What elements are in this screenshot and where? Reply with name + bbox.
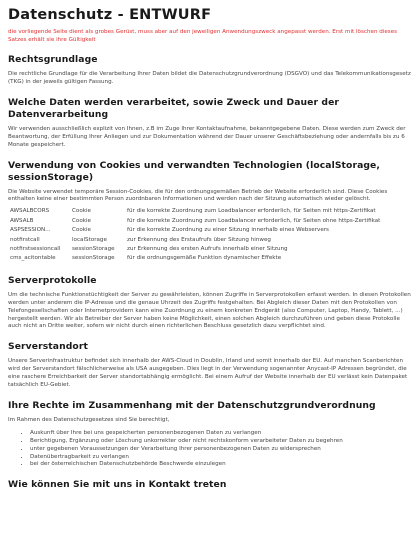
text-cookies: Die Website verwendet temporäre Session-Cookies, die für den ordnungsgemäßen Betrieb der Website erforderlich sind. Diese Cookies enthalten keine einer bestimmten Person zuordnbaren Informationen und werden nach der Sitzung automatisch wieder gelöscht.	[8, 188, 388, 203]
table-row	[10, 218, 405, 227]
cookie-name: AWSALBCORS	[10, 208, 50, 215]
text-serverprotokolle: Um die technische Funktionstüchtigkeit der Server zu gewährleisten, können Zugriffe in Serverprotokollen erfasst werden. In diesen Protokollen werden unter anderem die IP-Adresse und die genaue Uhrzeit des Zugriffs festgehalten. Bei Abgleich dieser Daten mit den Protokollen von Telefongesellschaften oder Internetprovidern kann eine Zuordnung zu einem konkreten Endgerät (also Computer, Laptop, Handy, Tablett, ...) hergestellt werden. Wir als Betreiber der Server haben keine Möglichkeit, einen solchen Abgleich durchzuführen und geben diese Protokolle auch nicht an Dritte weiter, sofern wir nicht durch einen richterlichen Beschluss gesetzlich dazu verpflichtet sind.	[8, 291, 411, 330]
list-item: • Berichtigung, Ergänzung oder Löschung unkorrekter oder nicht rechtskonform verarbeiteter Daten zu begehren	[30, 438, 411, 446]
cookie-type: sessionStorage	[72, 255, 115, 262]
cookie-type: Cookie	[72, 208, 91, 215]
heading-kontakt: Wie können Sie mit uns in Kontakt treten	[8, 479, 227, 491]
heading-serverprotokolle: Serverprotokolle	[8, 274, 97, 286]
cookie-name: notfirstcall	[10, 236, 40, 243]
cookie-name: AWSALB	[10, 217, 34, 224]
cookie-desc: für die korrekte Zuordnung zum Loadbalancer erforderlich, für Seiten mit https-Zertifikat	[127, 208, 376, 215]
list-item: • unter gegebenen Voraussetzungen der Verarbeitung Ihrer personenbezogenen Daten zu widersprechen	[30, 446, 411, 454]
table-row	[10, 208, 405, 217]
cookie-desc: zur Erkennung des ersten Aufrufs innerhalb einer Sitzung	[127, 245, 288, 252]
table-row	[10, 255, 405, 264]
text-rechte-intro: Im Rahmen des Datenschutzgesetzes sind Sie berechtigt,	[8, 416, 170, 423]
list-item: • bei der österreichischen Datenschutzbehörde Beschwerde einzulegen	[30, 461, 411, 469]
table-row	[10, 237, 405, 246]
table-row	[10, 227, 405, 236]
page-title: Datenschutz - ENTWURF	[8, 7, 212, 23]
cookie-type: Cookie	[72, 217, 91, 224]
heading-rechtsgrundlage: Rechtsgrundlage	[8, 54, 98, 65]
heading-rechte: Ihre Rechte im Zusammenhang mit der Datenschutzgrundverordnung	[8, 399, 376, 411]
text-rechtsgrundlage: Die rechtliche Grundlage für die Verarbeitung Ihrer Daten bildet die Datenschutzgrundverordnung (DSGVO) und das Telekommunikationsgesetz (TKG) in der jeweils gültigen Fassung.	[8, 71, 411, 85]
text-verarbeitung: Wir verwenden ausschließlich explizit von Ihnen, z.B im Zuge Ihrer Kontaktaufnahme, bekanntgegebene Daten. Diese werden zum Zweck der Beantwortung, der Erfüllung Ihrer Anliegen und zur Dokumentation während der Dauer unserer Geschäftsbeziehung oder andernfalls bis zu 6 Monate gespeichert.	[8, 125, 406, 148]
cookie-name: notfirstsessioncall	[10, 245, 61, 252]
table-row	[10, 246, 405, 255]
cookie-type: sessionStorage	[72, 245, 115, 252]
list-item: • Auskunft über Ihre bei uns gespeicherten personenbezogenen Daten zu verlangen	[30, 430, 411, 438]
cookie-name: ASPSESSION...	[10, 227, 51, 234]
cookie-type: localStorage	[72, 236, 107, 243]
cookie-table	[10, 208, 405, 264]
cookie-desc: für die ordnungsgemäße Funktion dynamischer Effekte	[127, 255, 282, 262]
cookie-name: cms_acitontable	[10, 255, 56, 262]
cookie-desc: zur Erkennung des Erstaufrufs über Sitzung hinweg	[127, 236, 271, 243]
heading-cookies: Verwendung von Cookies und verwandten Technologien (localStorage, sessionStorage)	[8, 159, 380, 183]
cookie-desc: für die korrekte Zuordnung zu einer Sitzung innerhalb eines Webservers	[127, 227, 329, 234]
cookie-type: Cookie	[72, 227, 91, 234]
heading-verarbeitung: Welche Daten werden verarbeitet, sowie Zweck und Dauer der Datenverarbeitung	[8, 96, 340, 120]
cookie-desc: für die korrekte Zuordnung zum Loadbalancer erforderlich, für Seiten ohne https-Zertifikat	[127, 217, 381, 224]
draft-warning: die vorliegende Seite dient als grobes Gerüst, muss aber auf den jeweiligen Anwendungszweck angepasst werden. Erst mit löschen dieses Satzes erhält sie ihre Gültigkeit	[8, 29, 398, 43]
list-item: • Datenübertragbarkeit zu verlangen	[30, 454, 411, 462]
heading-serverstandort: Serverstandort	[8, 341, 88, 353]
text-serverstandort: Unsere Serverinfrastruktur befindet sich innerhalb der AWS-Cloud in Doublin, Irland und somit innerhalb der EU. Auf manchen Scanberichten wird der Serverstandort fälschlicherweise als USA ausgegeben. Dies liegt in der Verwendung sogenannter Anycast-IP Adressen begründet, die eine raschere Erreichbarkeit der Server standortabhängig ermöglicht. Bei einem Aufruf der Website innerhalb der EU verlässt kein Datenpaket tatsächlich EU-Gebiet.	[8, 358, 408, 389]
rights-list	[8, 430, 411, 470]
